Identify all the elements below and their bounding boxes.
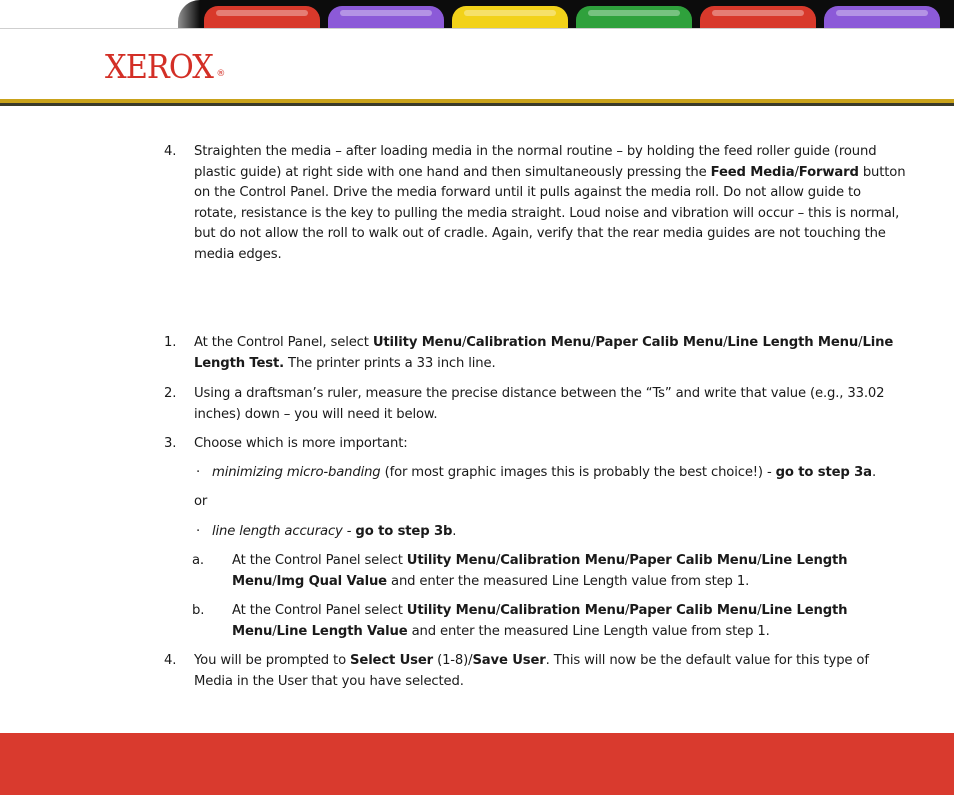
bullet-mark: · <box>196 524 201 539</box>
step-text: You will be prompted to Select User (1-8)/Save User. This will now be the default value for this type of Media in the User that you have selected. <box>194 653 869 689</box>
page-footer-band <box>0 733 954 795</box>
registered-mark: ® <box>216 69 226 79</box>
step-text: Using a draftsman’s ruler, measure the precise distance between the “Ts” and write that value (e.g., 33.02 inches) down – you will need it below. <box>194 386 885 422</box>
step-text: At the Control Panel select Utility Menu/Calibration Menu/Paper Calib Menu/Line Length Menu/Line Length Value and enter the measured Line Length value from step 1. <box>232 603 848 639</box>
step-number: a. <box>192 553 204 568</box>
step-number: 4. <box>164 653 177 668</box>
step-number: 3. <box>164 436 177 451</box>
or-text: or <box>194 494 208 509</box>
step-text: At the Control Panel, select Utility Menu/Calibration Menu/Paper Calib Menu/Line Length Menu/Line Length Test. The printer prints a 33 inch line. <box>194 335 894 371</box>
bullet-text: line length accuracy - go to step 3b. <box>212 524 457 539</box>
step-text: At the Control Panel select Utility Menu/Calibration Menu/Paper Calib Menu/Line Length Menu/Img Qual Value and enter the measured Line Length value from step 1. <box>232 553 848 589</box>
step-number: b. <box>192 603 205 618</box>
bullet-text: minimizing micro-banding (for most graphic images this is probably the best choice!) - go to step 3a. <box>212 465 876 480</box>
bullet-mark: · <box>196 465 201 480</box>
step-number: 4. <box>164 144 177 159</box>
step-text: Straighten the media – after loading media in the normal routine – by holding the feed roller guide (round plastic guide) at right side with one hand and then simultaneously pressing the Feed Media/Forward button on the Control Panel. Drive the media forward until it pulls against the media roll. Do not allow guide to rotate, resistance is the key to pulling the media straight. Loud noise and vibration will occur – this is normal, but do not allow the roll to walk out of cradle. Again, verify that the rear media guides are not touching the media edges. <box>194 144 906 262</box>
step-text: Choose which is more important: <box>194 436 408 451</box>
step-number: 2. <box>164 386 177 401</box>
logo-wordmark: XEROX <box>105 47 214 86</box>
step-number: 1. <box>164 335 177 350</box>
